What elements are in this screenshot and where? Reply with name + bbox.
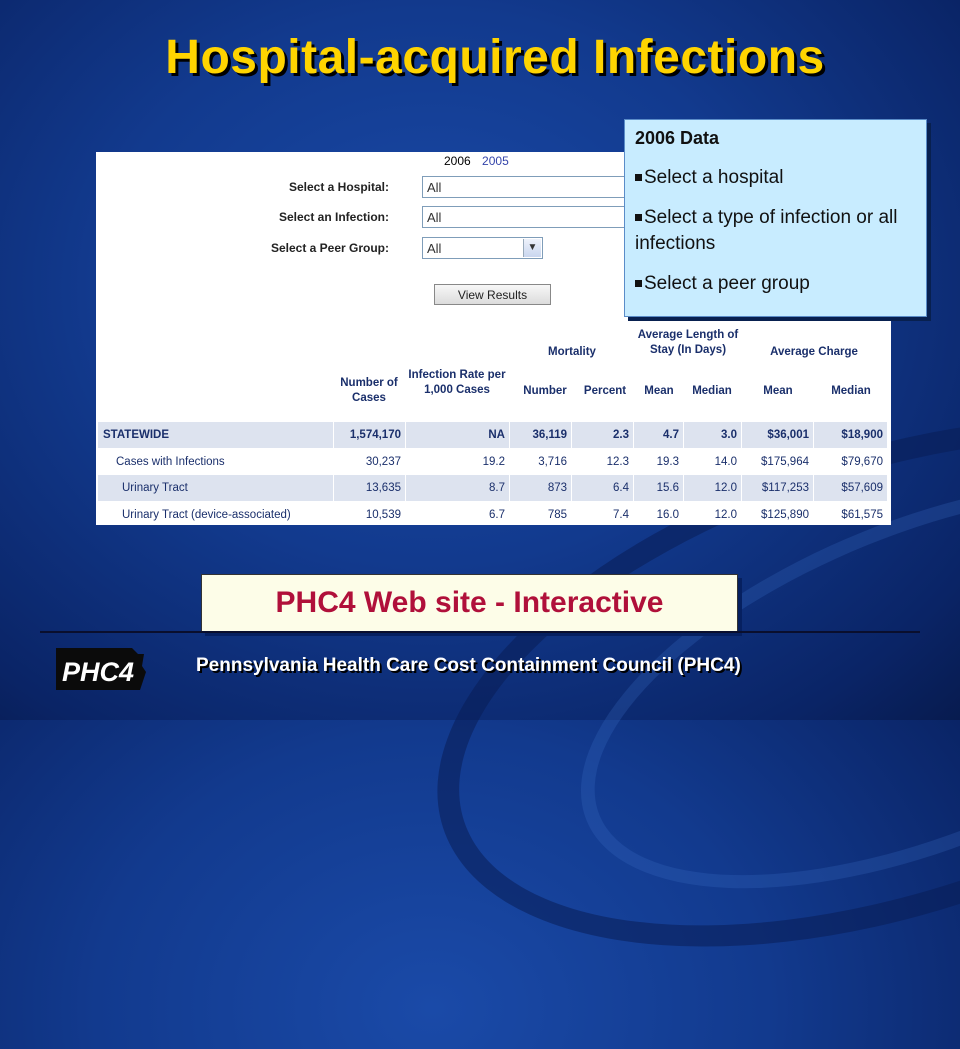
cell-charge-mean: $36,001 bbox=[742, 422, 814, 448]
cell-infection-rate: 19.2 bbox=[406, 449, 510, 475]
cell-cases: 13,635 bbox=[334, 475, 406, 501]
los-group-header: Average Length of Stay (In Days) bbox=[637, 329, 739, 356]
cell-mortality-number: 873 bbox=[510, 475, 572, 501]
cell-charge-median: $61,575 bbox=[814, 502, 888, 525]
los-median-header: Median bbox=[692, 385, 732, 397]
cell-charge-mean: $175,964 bbox=[742, 449, 814, 475]
cell-charge-median: $79,670 bbox=[814, 449, 888, 475]
cell-mortality-percent: 6.4 bbox=[572, 475, 634, 501]
bullet-icon bbox=[635, 280, 642, 287]
year-2006-current: 2006 bbox=[444, 154, 471, 168]
footer-divider bbox=[40, 631, 920, 633]
year-selector bbox=[444, 154, 517, 168]
callout-heading: 2006 Data bbox=[635, 128, 720, 148]
cases-col-header: Number of Cases bbox=[340, 377, 398, 404]
view-results-button[interactable]: View Results bbox=[434, 284, 551, 305]
peer-group-select[interactable]: All ▼ bbox=[422, 237, 543, 259]
cell-charge-mean: $117,253 bbox=[742, 475, 814, 501]
footer-text: Pennsylvania Health Care Cost Containment Council (PHC4) bbox=[196, 655, 741, 676]
los-mean-header: Mean bbox=[644, 385, 674, 397]
charge-mean-header: Mean bbox=[763, 385, 793, 397]
cell-los-median: 3.0 bbox=[684, 422, 742, 448]
year-2005-link[interactable]: 2005 bbox=[482, 154, 509, 168]
cell-cases: 10,539 bbox=[334, 502, 406, 525]
callout-item: Select a peer group bbox=[635, 271, 916, 297]
cell-mortality-number: 36,119 bbox=[510, 422, 572, 448]
table-row bbox=[98, 502, 888, 525]
hospital-select[interactable]: All bbox=[422, 176, 632, 198]
mortality-group-header: Mortality bbox=[548, 346, 596, 358]
instructions-callout bbox=[624, 119, 927, 317]
cell-los-mean: 15.6 bbox=[634, 475, 684, 501]
cell-mortality-percent: 7.4 bbox=[572, 502, 634, 525]
cell-mortality-number: 3,716 bbox=[510, 449, 572, 475]
cell-los-median: 12.0 bbox=[684, 502, 742, 525]
hospital-label: Select a Hospital: bbox=[288, 180, 389, 194]
cell-mortality-percent: 12.3 bbox=[572, 449, 634, 475]
callout-item: Select a type of infection or all infections bbox=[635, 207, 898, 254]
cell-los-median: 14.0 bbox=[684, 449, 742, 475]
cell-row-label: STATEWIDE bbox=[98, 422, 334, 448]
mortality-percent-header: Percent bbox=[583, 385, 627, 397]
logo-text: PHC4 bbox=[61, 657, 135, 687]
cell-charge-median: $18,900 bbox=[814, 422, 888, 448]
table-row bbox=[98, 422, 888, 448]
charge-group-header: Average Charge bbox=[770, 346, 858, 358]
slide-title: Hospital-acquired Infections bbox=[165, 31, 825, 84]
bullet-icon bbox=[635, 174, 642, 181]
interactive-banner: PHC4 Web site - Interactive bbox=[201, 574, 738, 632]
cell-row-label: Cases with Infections bbox=[98, 449, 334, 475]
charge-median-header: Median bbox=[831, 385, 871, 397]
bullet-icon bbox=[635, 214, 642, 221]
cell-row-label: Urinary Tract bbox=[98, 475, 334, 501]
cell-cases: 1,574,170 bbox=[334, 422, 406, 448]
infection-select[interactable]: All bbox=[422, 206, 632, 228]
cell-charge-median: $57,609 bbox=[814, 475, 888, 501]
cell-mortality-number: 785 bbox=[510, 502, 572, 525]
cell-mortality-percent: 2.3 bbox=[572, 422, 634, 448]
cell-los-median: 12.0 bbox=[684, 475, 742, 501]
chevron-down-icon[interactable]: ▼ bbox=[523, 239, 541, 257]
phc4-logo bbox=[54, 644, 146, 694]
table-row bbox=[98, 449, 888, 475]
cell-cases: 30,237 bbox=[334, 449, 406, 475]
cell-charge-mean: $125,890 bbox=[742, 502, 814, 525]
mortality-number-header: Number bbox=[523, 385, 567, 397]
callout-item: Select a hospital bbox=[635, 165, 916, 191]
infection-label: Select an Infection: bbox=[278, 210, 389, 224]
cell-los-mean: 19.3 bbox=[634, 449, 684, 475]
table-row bbox=[98, 475, 888, 501]
cell-los-mean: 4.7 bbox=[634, 422, 684, 448]
cell-los-mean: 16.0 bbox=[634, 502, 684, 525]
cell-infection-rate: 8.7 bbox=[406, 475, 510, 501]
rate-col-header: Infection Rate per 1,000 Cases bbox=[408, 369, 506, 396]
cell-row-label: Urinary Tract (device-associated) bbox=[98, 502, 334, 525]
peer-group-label: Select a Peer Group: bbox=[270, 241, 389, 255]
cell-infection-rate: NA bbox=[406, 422, 510, 448]
cell-infection-rate: 6.7 bbox=[406, 502, 510, 525]
